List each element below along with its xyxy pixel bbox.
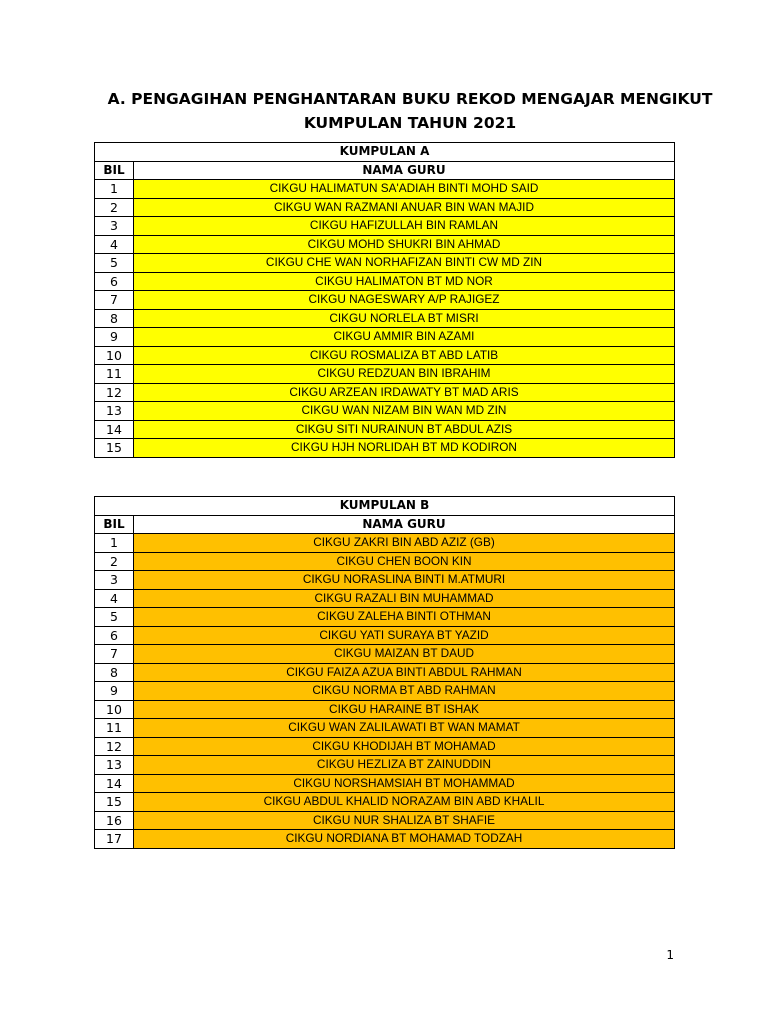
column-header-bil: BIL [95,515,134,534]
table-row [95,774,675,793]
row-number: 15 [95,439,134,458]
teacher-name: CIKGU ROSMALIZA BT ABD LATIB [134,346,675,365]
row-number: 13 [95,402,134,421]
group-heading-row [95,497,675,516]
row-number: 13 [95,756,134,775]
row-number: 8 [95,309,134,328]
teacher-name: CIKGU RAZALI BIN MUHAMMAD [134,589,675,608]
row-number: 10 [95,346,134,365]
column-header-name: NAMA GURU [134,515,675,534]
table-row [95,682,675,701]
column-header-row [95,161,675,180]
table-row [95,272,675,291]
table-row [95,346,675,365]
teacher-name: CIKGU NAGESWARY A/P RAJIGEZ [134,291,675,310]
row-number: 4 [95,235,134,254]
table-row [95,365,675,384]
row-number: 10 [95,700,134,719]
teacher-name: CIKGU WAN ZALILAWATI BT WAN MAMAT [134,719,675,738]
row-number: 9 [95,328,134,347]
teacher-name: CIKGU CHE WAN NORHAFIZAN BINTI CW MD ZIN [134,254,675,273]
row-number: 6 [95,272,134,291]
teacher-name: CIKGU YATI SURAYA BT YAZID [134,626,675,645]
row-number: 7 [95,291,134,310]
row-number: 17 [95,830,134,849]
teacher-name: CIKGU KHODIJAH BT MOHAMAD [134,737,675,756]
teacher-name: CIKGU NORMA BT ABD RAHMAN [134,682,675,701]
teacher-name: CIKGU WAN NIZAM BIN WAN MD ZIN [134,402,675,421]
table-row [95,700,675,719]
teacher-name: CIKGU WAN RAZMANI ANUAR BIN WAN MAJID [134,198,675,217]
row-number: 2 [95,552,134,571]
row-number: 14 [95,420,134,439]
table-row [95,254,675,273]
row-number: 5 [95,608,134,627]
group-heading: KUMPULAN B [95,497,675,516]
table-row [95,830,675,849]
teacher-name: CIKGU HAFIZULLAH BIN RAMLAN [134,217,675,236]
group-a-table [94,142,675,458]
row-number: 6 [95,626,134,645]
table-row [95,793,675,812]
table-row [95,626,675,645]
table-row [95,737,675,756]
title-line-1: A. PENGAGIHAN PENGHANTARAN BUKU REKOD MENGAJAR MENGIKUT [107,90,713,108]
table-row [95,719,675,738]
row-number: 5 [95,254,134,273]
row-number: 11 [95,719,134,738]
row-number: 11 [95,365,134,384]
teacher-name: CIKGU HEZLIZA BT ZAINUDDIN [134,756,675,775]
row-number: 2 [95,198,134,217]
teacher-name: CIKGU HJH NORLIDAH BT MD KODIRON [134,439,675,458]
table-row [95,402,675,421]
teacher-name: CIKGU ARZEAN IRDAWATY BT MAD ARIS [134,383,675,402]
table-row [95,756,675,775]
teacher-name: CIKGU MAIZAN BT DAUD [134,645,675,664]
table-row [95,180,675,199]
teacher-name: CIKGU REDZUAN BIN IBRAHIM [134,365,675,384]
group-heading: KUMPULAN A [95,143,675,162]
page-number: 1 [666,948,674,962]
row-number: 4 [95,589,134,608]
table-row [95,383,675,402]
table-row [95,309,675,328]
row-number: 15 [95,793,134,812]
row-number: 12 [95,737,134,756]
row-number: 16 [95,811,134,830]
teacher-name: CIKGU HARAINE BT ISHAK [134,700,675,719]
table-row [95,811,675,830]
column-header-name: NAMA GURU [134,161,675,180]
teacher-name: CIKGU NORDIANA BT MOHAMAD TODZAH [134,830,675,849]
row-number: 3 [95,217,134,236]
table-row [95,589,675,608]
teacher-name: CIKGU NORLELA BT MISRI [134,309,675,328]
teacher-name: CIKGU NORSHAMSIAH BT MOHAMMAD [134,774,675,793]
table-row [95,420,675,439]
title-line-2: KUMPULAN TAHUN 2021 [303,114,517,132]
table-row [95,645,675,664]
row-number: 9 [95,682,134,701]
table-row [95,663,675,682]
table-row [95,608,675,627]
table-row [95,439,675,458]
teacher-name: CIKGU HALIMATUN SA'ADIAH BINTI MOHD SAID [134,180,675,199]
teacher-name: CIKGU ZALEHA BINTI OTHMAN [134,608,675,627]
row-number: 1 [95,180,134,199]
table-row [95,534,675,553]
teacher-name: CIKGU NUR SHALIZA BT SHAFIE [134,811,675,830]
teacher-name: CIKGU ZAKRI BIN ABD AZIZ (GB) [134,534,675,553]
table-row [95,328,675,347]
row-number: 14 [95,774,134,793]
row-number: 3 [95,571,134,590]
teacher-name: CIKGU AMMIR BIN AZAMI [134,328,675,347]
row-number: 12 [95,383,134,402]
table-row [95,571,675,590]
table-row [95,198,675,217]
teacher-name: CIKGU HALIMATON BT MD NOR [134,272,675,291]
row-number: 1 [95,534,134,553]
column-header-bil: BIL [95,161,134,180]
table-row [95,291,675,310]
row-number: 8 [95,663,134,682]
teacher-name: CIKGU NORASLINA BINTI M.ATMURI [134,571,675,590]
document-title [60,87,760,135]
row-number: 7 [95,645,134,664]
table-row [95,552,675,571]
group-b-table [94,496,675,849]
table-row [95,235,675,254]
column-header-row [95,515,675,534]
group-heading-row [95,143,675,162]
teacher-name: CIKGU CHEN BOON KIN [134,552,675,571]
table-row [95,217,675,236]
teacher-name: CIKGU SITI NURAINUN BT ABDUL AZIS [134,420,675,439]
teacher-name: CIKGU FAIZA AZUA BINTI ABDUL RAHMAN [134,663,675,682]
teacher-name: CIKGU MOHD SHUKRI BIN AHMAD [134,235,675,254]
teacher-name: CIKGU ABDUL KHALID NORAZAM BIN ABD KHALIL [134,793,675,812]
